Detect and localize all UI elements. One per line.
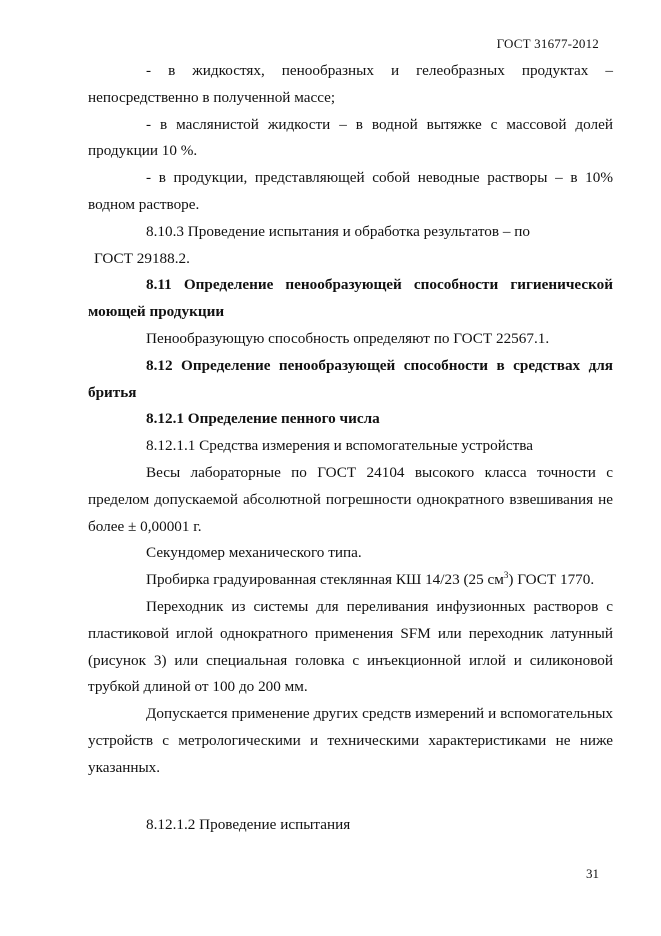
paragraph-8-10-3: 8.10.3 Проведение испытания и обработка результатов – по: [146, 222, 530, 240]
test-tube-text-b: ) ГОСТ 1770.: [508, 571, 595, 589]
paragraph-8-12-1-1: 8.12.1.1 Средства измерения и вспомогательные устройства: [146, 437, 533, 455]
paragraph-oily-liquid: - в маслянистой жидкости – в водной вытяжке с массовой долей продукции 10 %.: [88, 115, 613, 160]
paragraph-other-equipment: Допускается применение других средств измерений и вспомогательных устройств с метрологическими и техническими характеристиками не ниже указанных.: [88, 705, 613, 776]
page-number: 31: [586, 866, 599, 881]
heading-8-12-1: 8.12.1 Определение пенного числа: [146, 410, 380, 428]
document-header-code: ГОСТ 31677-2012: [496, 36, 599, 51]
paragraph-adapter: Переходник из системы для переливания инфузионных растворов с пластиковой иглой однократного применения SFM или переходник латунный (рисунок 3) или специальная головка с инъекционной иглой и силиконовой трубкой длиной от 100 до 200 мм.: [88, 597, 613, 696]
paragraph-nonaqueous: - в продукции, представляющей собой неводные растворы – в 10% водном растворе.: [88, 169, 613, 213]
test-tube-superscript: 3: [503, 570, 509, 581]
heading-8-12: 8.12 Определение пенообразующей способности в средствах для бритья: [88, 356, 613, 401]
paragraph-scales: Весы лабораторные по ГОСТ 24104 высокого класса точности с пределом допускаемой абсолютной погрешности однократного взвешивания не более ± 0,00001 г.: [88, 463, 613, 535]
spacer: [88, 782, 613, 812]
paragraph-gost-reference: ГОСТ 29188.2.: [94, 249, 190, 267]
paragraph-stopwatch: Секундомер механического типа.: [146, 544, 362, 562]
paragraph-test-tube: [88, 567, 613, 594]
heading-8-11: 8.11 Определение пенообразующей способности гигиенической моющей продукции: [88, 276, 613, 321]
paragraph-foaming-method: Пенообразующую способность определяют по ГОСТ 22567.1.: [146, 329, 550, 347]
paragraph-liquids: - в жидкостях, пенообразных и гелеобразных продуктах – непосредственно в полученной массе;: [88, 62, 613, 106]
test-tube-text-a: Пробирка градуированная стеклянная КШ 14/23 (25 см: [146, 571, 504, 589]
paragraph-8-12-1-2: 8.12.1.2 Проведение испытания: [146, 815, 351, 833]
document-body: [88, 58, 613, 838]
